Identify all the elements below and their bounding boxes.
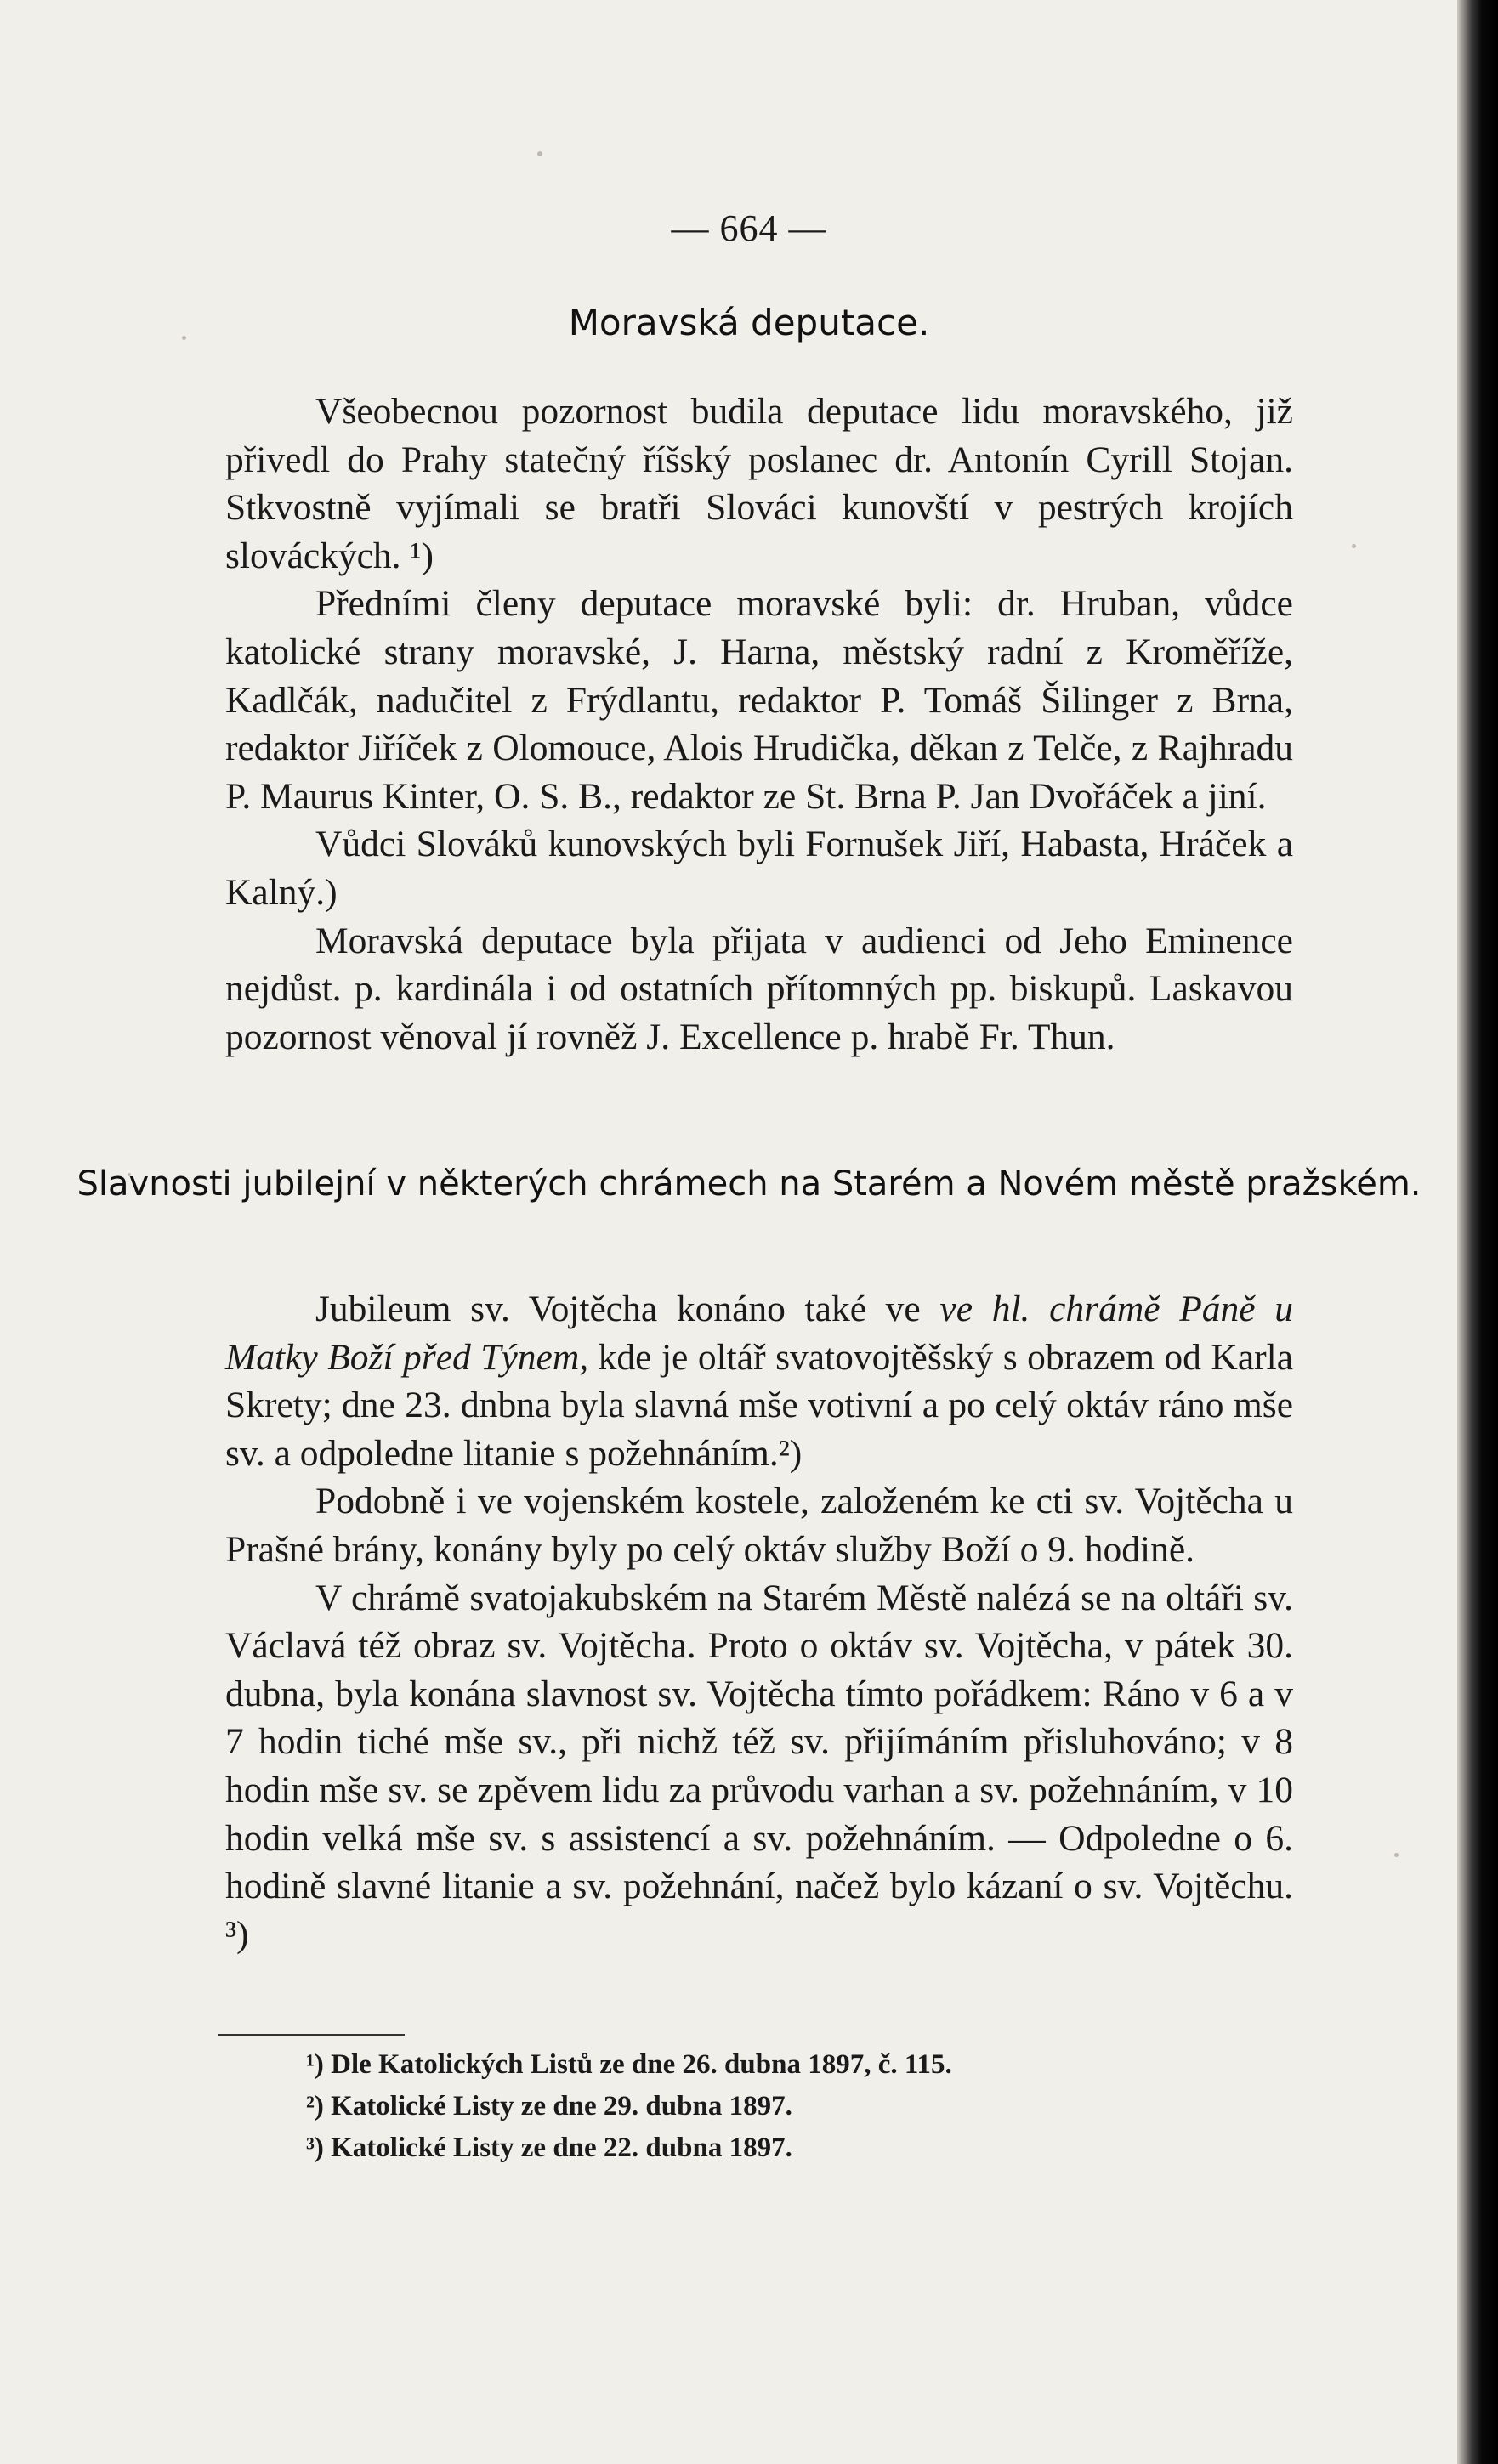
paragraph bbox=[225, 1285, 1293, 1477]
paragraph: Moravská deputace byla přijata v audienci od Jeho Eminence nejdůst. p. kardinála i od ostatních přítomných pp. biskupů. Laskavou pozornost věnoval jí rovněž J. Excellence p. hrabě Fr. Thun. bbox=[225, 920, 1293, 1057]
paragraph: V chrámě svatojakubském na Starém Městě nalézá se na oltáři sv. Václavá též obraz sv. Vojtěcha. Proto o oktáv sv. Vojtěcha, v pátek 30. dubna, byla konána slavnost sv. Vojtěcha tímto pořádkem: Ráno v 6 a v 7 hodin tiché mše sv., při nichž též sv. přijímáním přisluhováno; v 8 hodin mše sv. se zpěvem lidu za průvodu varhan a sv. požehnáním, v 10 hodin velká mše sv. s assistencí a sv. požehnáním. — Odpoledne o 6. hodině slavné litanie a sv. požehnání, načež bylo kázaní o sv. Vojtěchu. ³) bbox=[225, 1577, 1293, 1955]
italic-place-name: ve hl. chrámě Páně u Matky Boží před Týnem, bbox=[225, 1289, 1294, 1378]
footnote: ¹) Dle Katolických Listů ze dne 26. dubna 1897, č. 115. bbox=[306, 2049, 952, 2080]
paragraph-text: Jubileum sv. Vojtěcha konáno také ve bbox=[315, 1289, 921, 1329]
footnote: ³) Katolické Listy ze dne 22. dubna 1897. bbox=[306, 2133, 792, 2163]
scan-dark-edge bbox=[1457, 0, 1498, 2464]
section-title-moravska-deputace: Moravská deputace. bbox=[568, 302, 930, 343]
section-moravska-deputace-body bbox=[225, 388, 1293, 1061]
section-slavnosti-body bbox=[225, 1285, 1293, 1958]
scan-speck bbox=[1394, 1853, 1399, 1857]
scan-speck bbox=[537, 151, 542, 156]
footnote: ²) Katolické Listy ze dne 29. dubna 1897. bbox=[306, 2091, 792, 2121]
paragraph: Všeobecnou pozornost budila deputace lidu moravského, již přivedl do Prahy statečný říšský poslanec dr. Antonín Cyrill Stojan. Stkvostně vyjímali se bratři Slováci kunovští v pestrých krojích slováckých. ¹) bbox=[225, 391, 1293, 576]
scan-speck bbox=[1352, 544, 1356, 548]
footnotes bbox=[306, 2044, 1241, 2169]
paragraph: Vůdci Slováků kunovských byli Fornušek Jiří, Habasta, Hráček a Kalný.) bbox=[225, 824, 1293, 913]
page-number: — 664 — bbox=[671, 207, 827, 249]
paragraph-text: kde je oltář svatovojtěšský s obrazem od Karla Skrety; dne 23. dnbna byla slavná mše votivní a po celý oktáv ráno mše sv. a odpoledne litanie s požehnáním.²) bbox=[225, 1336, 1294, 1474]
footnote-rule bbox=[218, 2034, 405, 2036]
paragraph: Předními členy deputace moravské byli: dr. Hruban, vůdce katolické strany moravské, J. Harna, městský radní z Kroměříže, Kadlčák, nadučitel z Frýdlantu, redaktor P. Tomáš Šilinger z Brna, redaktor Jiříček z Olomouce, Alois Hrudička, děkan z Telče, z Rajhradu P. Maurus Kinter, O. S. B., redaktor ze St. Brna P. Jan Dvořáček a jiní. bbox=[225, 583, 1293, 817]
paragraph: Podobně i ve vojenském kostele, založeném ke cti sv. Vojtěcha u Prašné brány, konány byly po celý oktáv služby Boží o 9. hodině. bbox=[225, 1481, 1293, 1570]
section-title-slavnosti-jubilejni: Slavnosti jubilejní v některých chrámech na Starém a Novém městě pražském. bbox=[77, 1164, 1421, 1204]
